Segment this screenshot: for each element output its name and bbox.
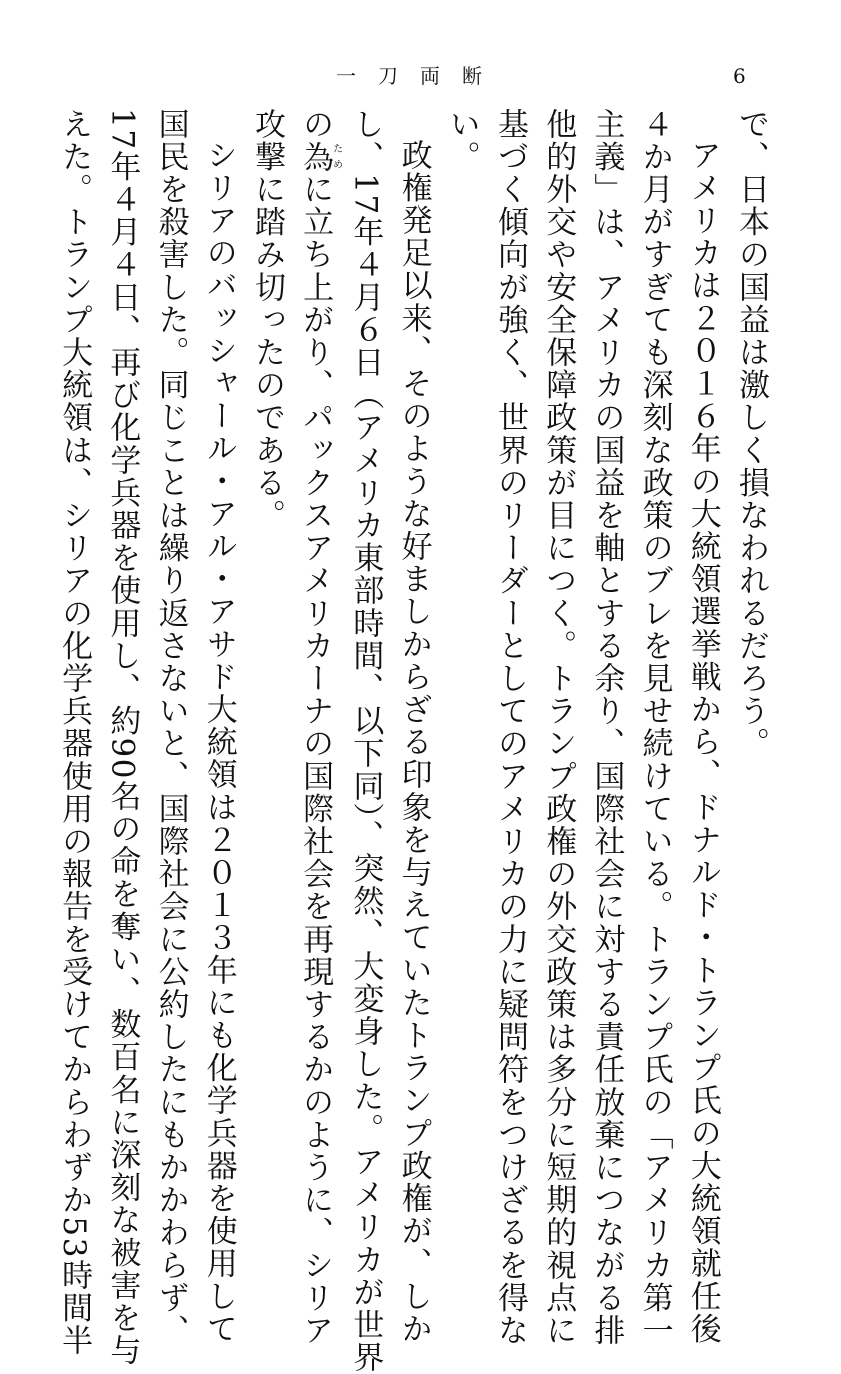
- body-text: [55, 108, 775, 1374]
- text-line-with-furigana: の為ために立ち上がり、パックスアメリカーナの国際社会を再現するかのように、シリア: [297, 108, 342, 1347]
- text-line: 国民を殺害した。同じことは繰り返さないと、国際社会に公約したにもかかわらず、: [152, 108, 189, 1347]
- page-number: 6: [733, 64, 746, 88]
- text-line: で、日本の国益は激しく損なわれるだろう。: [733, 108, 769, 760]
- text-line: シリアのバッシャール・アル・アサド大統領は２０１３年にも化学兵器を使用して: [200, 139, 237, 1346]
- text-line: 17年４月４日、再び化学兵器を使用し、約90名の命を奪い、数百名に深刻な被害を与: [104, 108, 141, 1367]
- text-line: アメリカは２０１６年の大統領選挙戦から、ドナルド・トランプ氏の大統領就任後: [684, 139, 721, 1346]
- furigana-reading: ため: [330, 140, 342, 174]
- running-head-title: 一刀両断: [336, 64, 504, 88]
- text-line: 攻撃に踏み切ったのである。: [248, 108, 285, 532]
- text-line: えた。トランプ大統領は、シリアの化学兵器使用の報告を受けてからわずか53時間半: [56, 108, 93, 1357]
- text-line: 主義」は、アメリカの国益を軸とする余り、国際社会に対する責任放棄につながる排: [588, 108, 625, 1347]
- text-line: 政権発足以来、そのような好ましからざる印象を与えていたトランプ政権が、しか: [395, 139, 432, 1346]
- text-line: 他的外交や安全保障政策が目につく。トランプ政権の外交政策は多分に短期的視点に: [540, 108, 577, 1347]
- text-line: ４か月がすぎても深刻な政策のブレを見せ続けている。トランプ氏の「アメリカ第一: [636, 108, 673, 1347]
- furigana-ruby: 為ため: [297, 140, 342, 174]
- text-line: 基づく傾向が強く、世界のリーダーとしてのアメリカの力に疑問符をつけざるを得な: [491, 108, 528, 1347]
- text-line: い。: [443, 108, 480, 174]
- text-line: し、17年４月６日（アメリカ東部時間、以下同）、突然、大変身した。アメリカが世界: [347, 108, 384, 1374]
